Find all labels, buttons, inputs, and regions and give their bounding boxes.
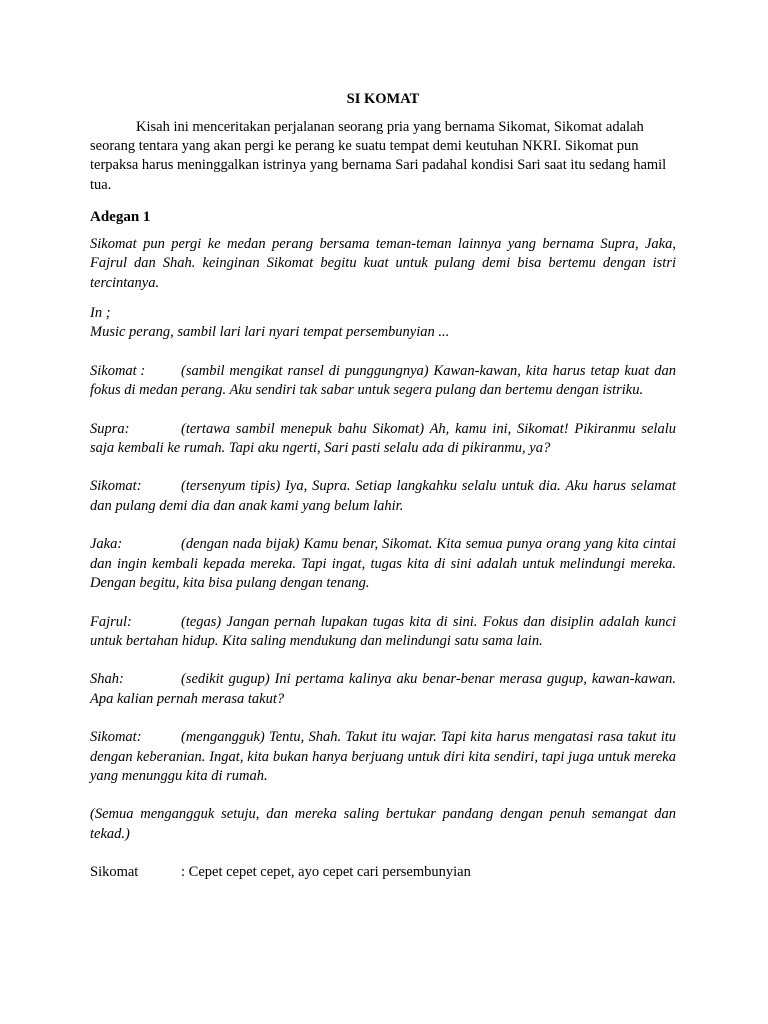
in-cue [90, 304, 676, 343]
stage-direction: (Semua mengangguk setuju, dan mereka saling bertukar pandang dengan penuh semangat dan tekad.) [90, 806, 676, 842]
music-note: Music perang, sambil lari lari nyari tempat persembunyian ... [90, 324, 450, 341]
dialogue-text: (mengangguk) Tentu, Shah. Takut itu wajar. Tapi kita harus mengatasi rasa takut itu dengan keberanian. Ingat, kita bukan hanya berjuang untuk diri kita sendiri, tapi juga untuk mereka yang menunggu kita di rumah. [90, 729, 676, 784]
final-dialogue-line [90, 863, 676, 882]
dialogue-text: (sedikit gugup) Ini pertama kalinya aku benar-benar merasa gugup, kawan-kawan. Apa kalian pernah merasa takut? [90, 671, 676, 707]
speaker-name: Sikomat [90, 864, 139, 881]
dialogue-line [90, 535, 676, 593]
dialogue-text: (dengan nada bijak) Kamu benar, Sikomat. Kita semua punya orang yang kita cintai dan ingin kembali kepada mereka. Tapi ingat, tugas kita di sini adalah untuk melindungi mereka. Dengan begitu, kita bisa pulang dengan tenang. [90, 536, 676, 592]
document-title: SI KOMAT [346, 91, 420, 107]
intro-paragraph: Kisah ini menceritakan perjalanan seorang pria yang bernama Sikomat, Sikomat adalah seorang tentara yang akan pergi ke perang ke suatu tempat demi keutuhan NKRI. Sikomat pun terpaksa harus meninggalkan istrinya yang bernama Sari padahal kondisi Sari saat itu sedang hamil tua. [90, 119, 667, 193]
scene-heading: Adegan 1 [90, 208, 151, 225]
speaker-name: Shah: [90, 671, 124, 688]
dialogue-line [90, 670, 676, 709]
dialogue-line [90, 728, 676, 786]
speaker-name: Jaka: [90, 536, 123, 553]
dialogue-line [90, 477, 676, 516]
document-page [90, 90, 676, 883]
speaker-name: Sikomat: [90, 729, 142, 746]
dialogue-text: (tegas) Jangan pernah lupakan tugas kita di sini. Fokus dan disiplin adalah kunci untuk bertahan hidup. Kita saling mendukung dan melindungi satu sama lain. [90, 613, 676, 649]
dialogue-text: (sambil mengikat ransel di punggungnya) Kawan-kawan, kita harus tetap kuat dan fokus di medan perang. Aku sendiri tak sabar untuk segera pulang dan bertemu dengan istriku. [90, 362, 676, 399]
scene-description: Sikomat pun pergi ke medan perang bersama teman-teman lainnya yang bernama Supra, Jaka, Fajrul dan Shah. keinginan Sikomat begitu kuat untuk pulang demi bisa bertemu dengan istri tercintanya. [90, 235, 676, 291]
dialogue-text: (tersenyum tipis) Iya, Supra. Setiap langkahku selalu untuk dia. Aku harus selamat dan pulang demi dia dan anak kami yang belum lahir. [90, 478, 676, 514]
speaker-name: Supra: [90, 420, 130, 437]
in-label: In ; [90, 305, 111, 322]
dialogue-line [90, 362, 676, 401]
dialogue-text: : Cepet cepet cepet, ayo cepet cari persembunyian [181, 864, 471, 881]
dialogue-text: (tertawa sambil menepuk bahu Sikomat) Ah, kamu ini, Sikomat! Pikiranmu selalu saja kembali ke rumah. Tapi aku ngerti, Sari pasti selalu ada di pikiranmu, ya? [90, 420, 676, 457]
dialogue-line [90, 420, 676, 459]
speaker-name: Sikomat: [90, 478, 142, 495]
dialogue-line [90, 613, 676, 652]
speaker-name: Sikomat : [90, 362, 146, 379]
speaker-name: Fajrul: [90, 613, 132, 630]
